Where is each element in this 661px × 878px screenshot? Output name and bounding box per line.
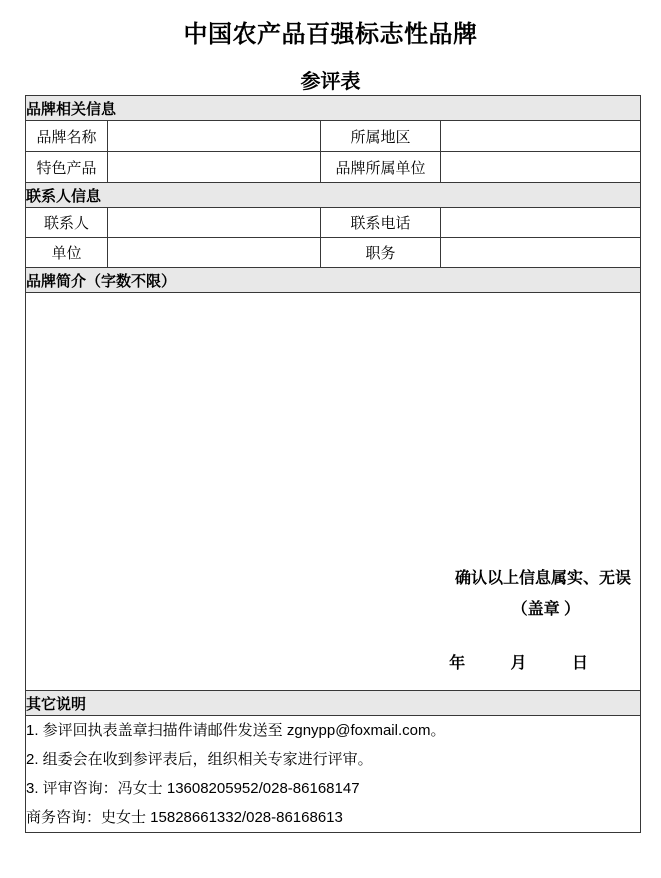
position-label: 职务 — [321, 238, 441, 268]
page-subtitle: 参评表 — [300, 71, 361, 93]
contact-phone-label: 联系电话 — [321, 208, 441, 238]
brand-name-input[interactable] — [108, 121, 321, 152]
day-label: 日 — [572, 655, 589, 672]
featured-product-input[interactable] — [108, 152, 321, 183]
unit-input[interactable] — [108, 238, 321, 268]
contact-person-input[interactable] — [108, 208, 321, 238]
region-label: 所属地区 — [321, 121, 441, 152]
note-item-business-contact: 商务咨询：史女士 15828661332/028-86168613 — [26, 809, 343, 826]
section-header-contact-info: 联系人信息 — [26, 183, 641, 208]
section-header-other-notes: 其它说明 — [26, 691, 641, 716]
unit-label: 单位 — [26, 238, 108, 268]
year-label: 年 — [449, 655, 466, 672]
page-title: 中国农产品百强标志性品牌 — [183, 21, 478, 48]
position-input[interactable] — [441, 238, 641, 268]
notes-cell — [26, 716, 641, 833]
region-input[interactable] — [441, 121, 641, 152]
brand-intro-textarea[interactable] — [26, 293, 641, 691]
note-item-review: 2. 组委会在收到参评表后，组织相关专家进行评审。 — [26, 751, 373, 768]
contact-person-label: 联系人 — [26, 208, 108, 238]
note-item-review-contact: 3. 评审咨询：冯女士 13608205952/028-86168147 — [26, 780, 360, 797]
section-header-brand-intro: 品牌简介（字数不限） — [26, 268, 641, 293]
brand-owner-unit-input[interactable] — [441, 152, 641, 183]
brand-owner-unit-label: 品牌所属单位 — [321, 152, 441, 183]
seal-placeholder: （盖章 ） — [511, 601, 581, 618]
application-form-table — [25, 95, 641, 833]
date-placeholder — [449, 650, 588, 673]
featured-product-label: 特色产品 — [26, 152, 108, 183]
contact-phone-input[interactable] — [441, 208, 641, 238]
brand-name-label: 品牌名称 — [26, 121, 108, 152]
note-item-email: 1. 参评回执表盖章扫描件请邮件发送至 zgnypp@foxmail.com。 — [26, 722, 446, 739]
month-label: 月 — [510, 655, 527, 672]
section-header-brand-info: 品牌相关信息 — [26, 96, 641, 121]
confirmation-statement: 确认以上信息属实、无误 — [455, 570, 632, 587]
